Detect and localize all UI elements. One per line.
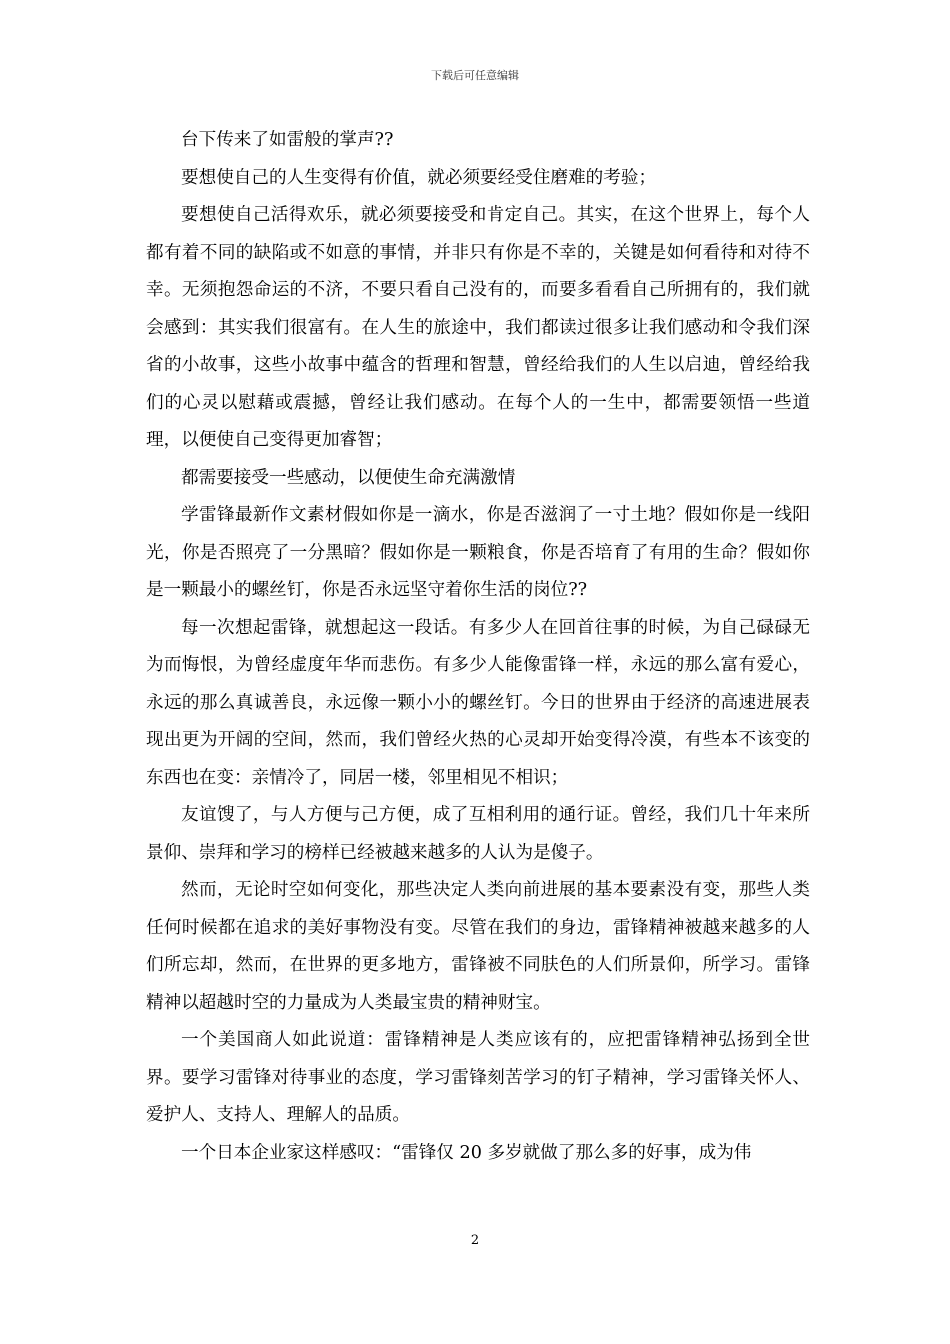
paragraph: 要想使自己的人生变得有价值，就必须要经受住磨难的考验； bbox=[181, 167, 657, 188]
paragraph: 台下传来了如雷般的掌声?? bbox=[181, 130, 394, 150]
paragraph: 学雷锋最新作文素材假如你是一滴水，你是否滋润了一寸土地？假如你是一线阳光，你是否照亮了一分黑暗？假如你是一颗粮食，你是否培育了有用的生命？假如你是一颗最小的螺丝钉，你是否永远坚守着你生活的岗位?? bbox=[146, 505, 810, 600]
paragraph: 要想使自己活得欢乐，就必须要接受和肯定自己。其实，在这个世界上，每个人都有着不同的缺陷或不如意的事情，并非只有你是不幸的，关键是如何看待和对待不幸。无须抱怨命运的不济，不要只看自己没有的，而要多看看自己所拥有的，我们就会感到：其实我们很富有。在人生的旅途中，我们都读过很多让我们感动和令我们深省的小故事，这些小故事中蕴含的哲理和智慧，曾经给我们的人生以启迪，曾经给我们的心灵以慰藉或震撼，曾经让我们感动。在每个人的一生中，都需要领悟一些道理，以便使自己变得更加睿智； bbox=[146, 205, 810, 450]
body-text bbox=[146, 122, 810, 1172]
paragraph: 友谊馊了，与人方便与己方便，成了互相利用的通行证。曾经，我们几十年来所景仰、崇拜和学习的榜样已经被越来越多的人认为是傻子。 bbox=[146, 805, 810, 863]
paragraph: 都需要接受一些感动，以便使生命充满激情 bbox=[181, 467, 516, 488]
paragraph: 每一次想起雷锋，就想起这一段话。有多少人在回首往事的时候，为自己碌碌无为而悔恨，为曾经虚度年华而悲伤。有多少人能像雷锋一样，永远的那么富有爱心，永远的那么真诚善良，永远像一颗小小的螺丝钉。今日的世界由于经济的高速进展表现出更为开阔的空间，然而，我们曾经火热的心灵却开始变得冷漠，有些本不该变的东西也在变：亲情冷了，同居一楼，邻里相见不相识； bbox=[146, 617, 810, 788]
page-header: 下载后可任意编辑 bbox=[431, 69, 519, 82]
page-number: 2 bbox=[470, 1233, 480, 1248]
paragraph: 一个日本企业家这样感叹：“雷锋仅 20 多岁就做了那么多的好事，成为伟 bbox=[181, 1142, 752, 1163]
paragraph: 一个美国商人如此说道：雷锋精神是人类应该有的，应把雷锋精神弘扬到全世界。要学习雷锋对待事业的态度，学习雷锋刻苦学习的钉子精神，学习雷锋关怀人、爱护人、支持人、理解人的品质。 bbox=[146, 1030, 810, 1125]
paragraph: 然而，无论时空如何变化，那些决定人类向前进展的基本要素没有变，那些人类任何时候都在追求的美好事物没有变。尽管在我们的身边，雷锋精神被越来越多的人们所忘却，然而，在世界的更多地方，雷锋被不同肤色的人们所景仰，所学习。雷锋精神以超越时空的力量成为人类最宝贵的精神财宝。 bbox=[146, 880, 810, 1013]
